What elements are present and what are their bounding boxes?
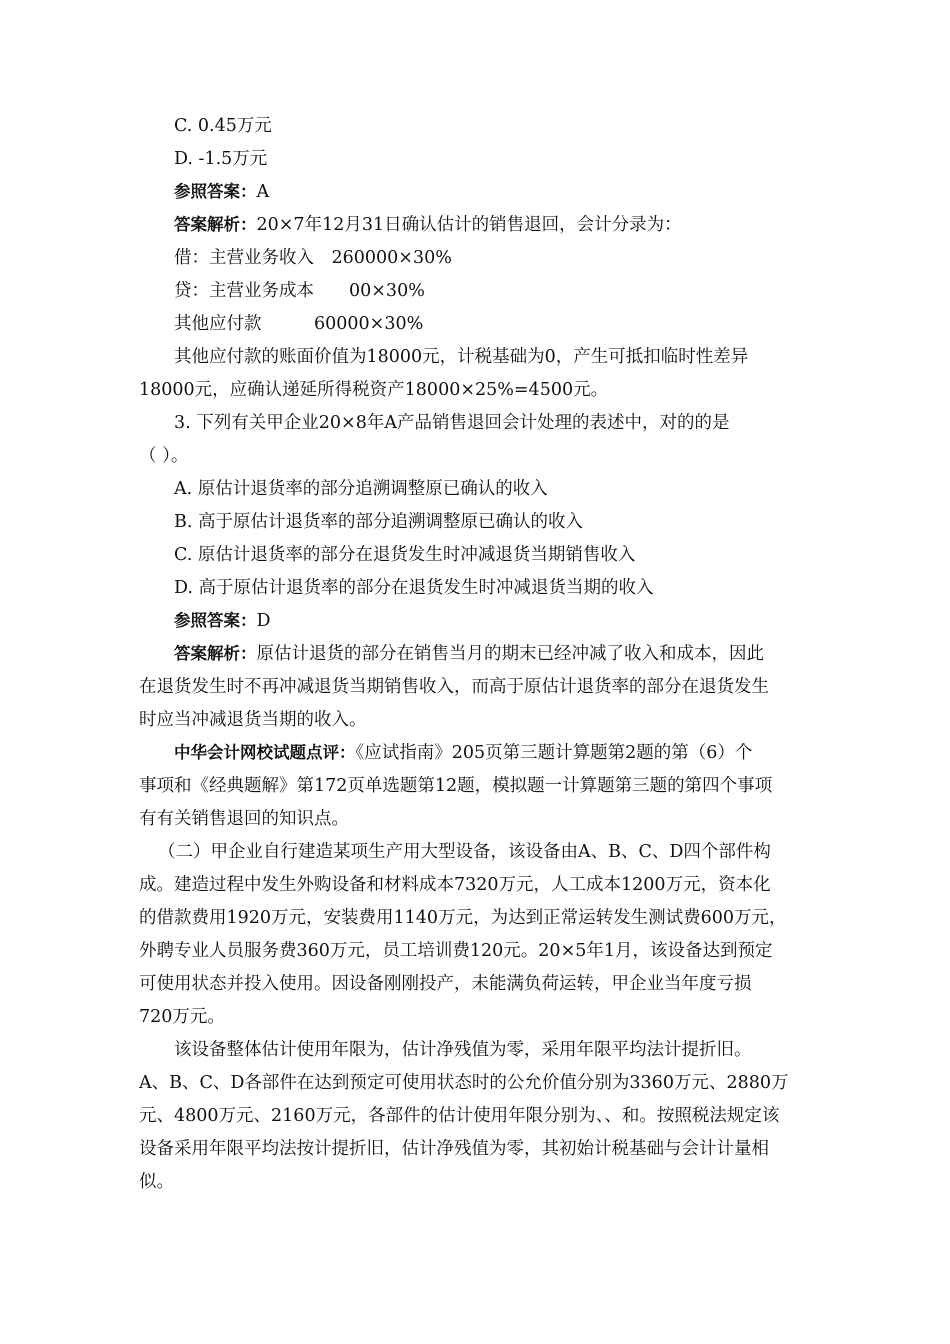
answer-label: 参照答案： xyxy=(174,611,257,630)
q3-answer: D xyxy=(256,611,271,631)
q3-stem-2: （ ）。 xyxy=(139,446,189,466)
q3-option-c: C. 原估计退货率的部分在退货发生时冲减退货当期销售收入 xyxy=(174,545,636,565)
review-2: 事项和《经典题解》第172页单选题第12题，模拟题一计算题第三题的第四个事项 xyxy=(139,776,773,796)
q3-analysis-line-1 xyxy=(174,642,864,666)
review-3: 有有关销售退回的知识点。 xyxy=(139,809,349,829)
q3-analysis-3: 时应当冲减退货当期的收入。 xyxy=(139,710,367,730)
sec2-p1-6: 720万元。 xyxy=(139,1007,225,1027)
q3-analysis-1: 原估计退货的部分在销售当月的期末已经冲减了收入和成本，因此 xyxy=(256,644,764,664)
sec2-p1-2: 成。建造过程中发生外购设备和材料成本7320万元，人工成本1200万元，资本化 xyxy=(139,875,771,895)
q2-analysis-p1: 其他应付款的账面价值为18000元，计税基础为0，产生可抵扣临时性差异 xyxy=(174,347,749,367)
q3-answer-line xyxy=(174,609,864,633)
q2-analysis-intro: 20×7年12月31日确认估计的销售退回，会计分录为： xyxy=(256,215,682,235)
q2-analysis-p2: 18000元，应确认递延所得税资产18000×25%=4500元。 xyxy=(139,380,609,400)
analysis-label: 答案解析： xyxy=(174,215,257,234)
analysis-label: 答案解析： xyxy=(174,644,257,663)
review-1: 《应试指南》205页第三题计算题第2题的第（6）个 xyxy=(355,743,753,763)
q2-option-c: C. 0.45万元 xyxy=(174,116,272,136)
sec2-p2-4: 设备采用年限平均法按计提折旧，估计净残值为零，其初始计税基础与会计计量相 xyxy=(139,1139,769,1159)
q2-answer: A xyxy=(256,182,270,202)
q2-analysis-line xyxy=(174,213,864,237)
q3-stem-1: 3. 下列有关甲企业20×8年A产品销售退回会计处理的表述中，对的的是 xyxy=(174,413,730,433)
sec2-p1-4: 外聘专业人员服务费360万元，员工培训费120元。20×5年1月，该设备达到预定 xyxy=(139,941,773,961)
entry-credit: 贷：主营业务成本 00×30% xyxy=(174,281,425,301)
q3-option-a: A. 原估计退货率的部分追溯调整原已确认的收入 xyxy=(174,479,548,499)
sec2-p2-3: 元、4800万元、2160万元，各部件的估计使用年限分别为、、和。按照税法规定该 xyxy=(139,1106,780,1126)
sec2-p1-3: 的借款费用1920万元，安装费用1140万元，为达到正常运转发生测试费600万元， xyxy=(139,908,787,928)
sec2-p2-2: A、B、C、D各部件在达到预定可使用状态时的公允价值分别为3360万元、2880万 xyxy=(139,1073,789,1093)
answer-label: 参照答案： xyxy=(174,182,257,201)
sec2-p1-5: 可使用状态并投入使用。因设备刚刚投产，未能满负荷运转，甲企业当年度亏损 xyxy=(139,974,752,994)
sec2-p1-1: （二）甲企业自行建造某项生产用大型设备，该设备由A、B、C、D四个部件构 xyxy=(158,842,771,862)
sec2-p2-5: 似。 xyxy=(139,1172,174,1192)
review-line-1 xyxy=(174,741,864,765)
q2-answer-line xyxy=(174,180,864,204)
q2-option-d: D. -1.5万元 xyxy=(174,149,268,169)
q3-option-d: D. 高于原估计退货率的部分在退货发生时冲减退货当期的收入 xyxy=(174,578,654,598)
q3-analysis-2: 在退货发生时不再冲减退货当期销售收入，而高于原估计退货率的部分在退货发生 xyxy=(139,677,769,697)
q3-option-b: B. 高于原估计退货率的部分追溯调整原已确认的收入 xyxy=(174,512,583,532)
sec2-p2-1: 该设备整体估计使用年限为，估计净残值为零，采用年限平均法计提折旧。 xyxy=(174,1040,752,1060)
entry-other: 其他应付款 60000×30% xyxy=(174,314,424,334)
review-label: 中华会计网校试题点评： xyxy=(174,743,356,762)
entry-debit: 借：主营业务收入 260000×30% xyxy=(174,248,452,268)
